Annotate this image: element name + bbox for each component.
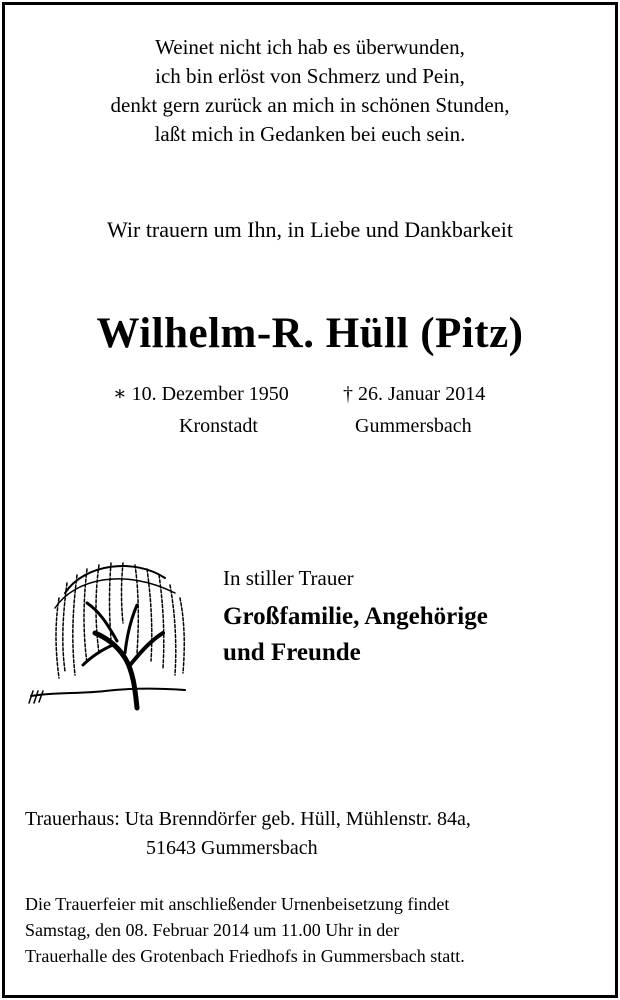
mourners-names [223, 599, 613, 671]
ceremony-line: Samstag, den 08. Februar 2014 um 11.00 Uhr in der [25, 920, 400, 940]
mourners [223, 566, 613, 671]
mourners-line: und Freunde [223, 639, 361, 666]
death-place: Gummersbach [355, 415, 472, 437]
mourners-intro: In stiller Trauer [223, 566, 354, 590]
ceremony-line: Trauerhalle des Grotenbach Friedhofs in Gummersbach statt. [25, 946, 465, 966]
poem-line: laßt mich in Gedanken bei euch sein. [154, 122, 466, 146]
death-info [343, 378, 543, 442]
poem-line: ich bin erlöst von Schmerz und Pein, [155, 64, 465, 88]
weeping-willow-icon [25, 553, 195, 713]
birth-date: ∗ 10. Dezember 1950 [113, 383, 289, 405]
ceremony-info [25, 891, 615, 969]
mourning-house-line: Trauerhaus: Uta Brenndörfer geb. Hüll, Mühlenstr. 84a, [25, 808, 471, 830]
mourning-house-line: 51643 Gummersbach [146, 837, 318, 859]
deceased-name: Wilhelm-R. Hüll (Pitz) [96, 310, 524, 357]
mourning-house [25, 805, 615, 863]
mourning-line: Wir trauern um Ihn, in Liebe und Dankbarkeit [107, 217, 513, 242]
ceremony-line: Die Trauerfeier mit anschließender Urnenbeisetzung findet [25, 894, 450, 914]
birth-info [113, 378, 313, 442]
poem [5, 33, 615, 149]
death-date: † 26. Januar 2014 [343, 383, 486, 405]
obituary-notice [2, 2, 618, 998]
poem-line: Weinet nicht ich hab es überwunden, [155, 35, 465, 59]
birth-place: Kronstadt [179, 415, 258, 437]
mourners-line: Großfamilie, Angehörige [223, 603, 488, 630]
poem-line: denkt gern zurück an mich in schönen Stunden, [110, 93, 510, 117]
